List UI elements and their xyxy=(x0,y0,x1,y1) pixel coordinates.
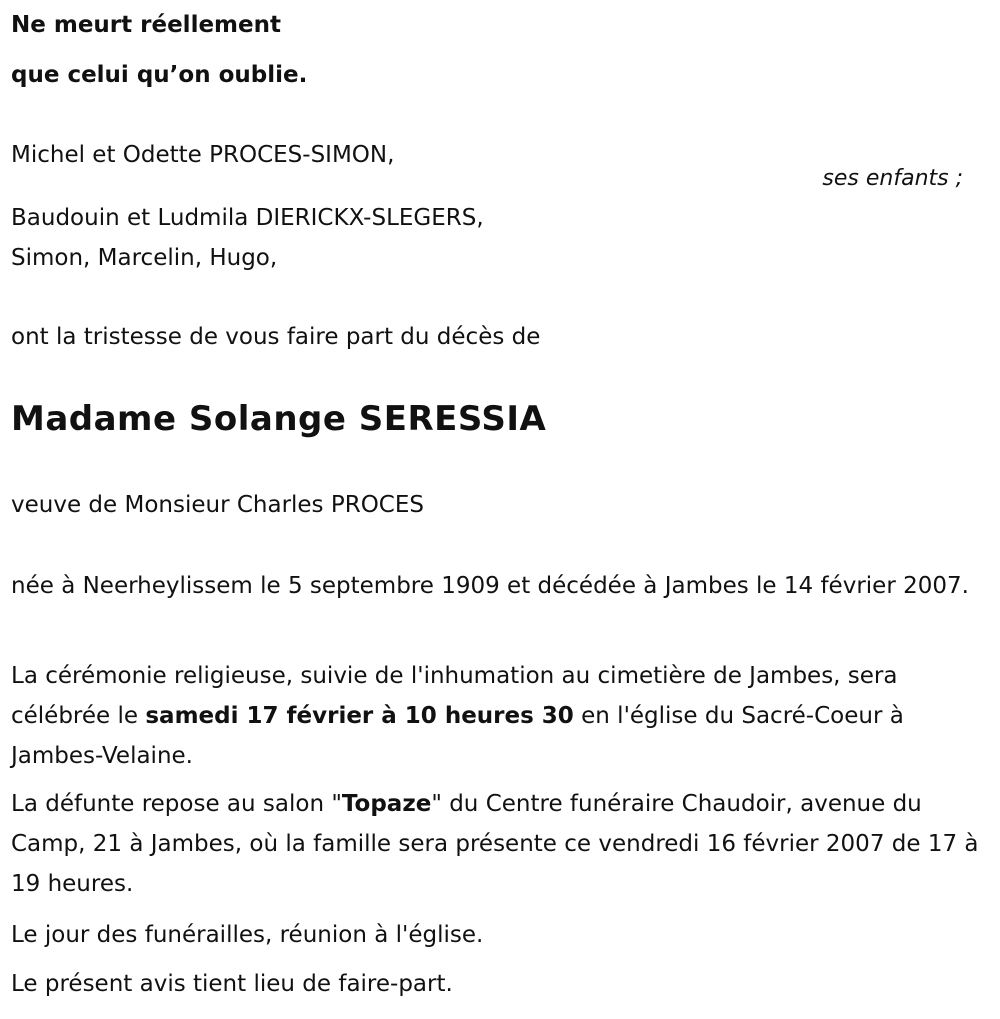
resting-text-start: La défunte repose au salon " xyxy=(11,791,342,817)
deceased-name: Madame Solange SERESSIA xyxy=(11,399,547,439)
epitaph-line-1: Ne meurt réellement xyxy=(11,12,281,38)
resting-text-end: " du Centre funéraire Chaudoir, avenue du Camp, 21 à Jambes, où la famille sera présente ce vendredi 16 février 2007 de 17 à 19 heures. xyxy=(11,791,979,897)
epitaph-line-2: que celui qu’on oublie. xyxy=(11,62,308,88)
birth-death-paragraph: née à Neerheylissem le 5 septembre 1909 et décédée à Jambes le 14 février 2007. xyxy=(11,573,969,599)
meeting-paragraph: Le jour des funérailles, réunion à l'église. xyxy=(11,922,484,948)
resting-paragraph xyxy=(11,784,986,904)
family-line-2: Baudouin et Ludmila DIERICKX-SLEGERS, xyxy=(11,205,484,231)
family-line-1: Michel et Odette PROCES-SIMON, xyxy=(11,142,395,168)
widow-of-text: veuve de Monsieur Charles PROCES xyxy=(11,492,425,518)
family-relation: ses enfants ; xyxy=(822,166,963,191)
salon-name: Topaze xyxy=(341,791,432,817)
ceremony-text-end: en l'église du Sacré-Coeur à Jambes-Velaine. xyxy=(11,703,904,769)
ceremony-paragraph xyxy=(11,656,986,776)
announcement-text: ont la tristesse de vous faire part du décès de xyxy=(11,324,541,350)
ceremony-text-start: La cérémonie religieuse, suivie de l'inhumation au cimetière de Jambes, sera célébrée le xyxy=(11,663,898,729)
notice-paragraph: Le présent avis tient lieu de faire-part. xyxy=(11,971,453,997)
ceremony-date: samedi 17 février à 10 heures 30 xyxy=(145,703,574,729)
family-line-3: Simon, Marcelin, Hugo, xyxy=(11,245,278,271)
